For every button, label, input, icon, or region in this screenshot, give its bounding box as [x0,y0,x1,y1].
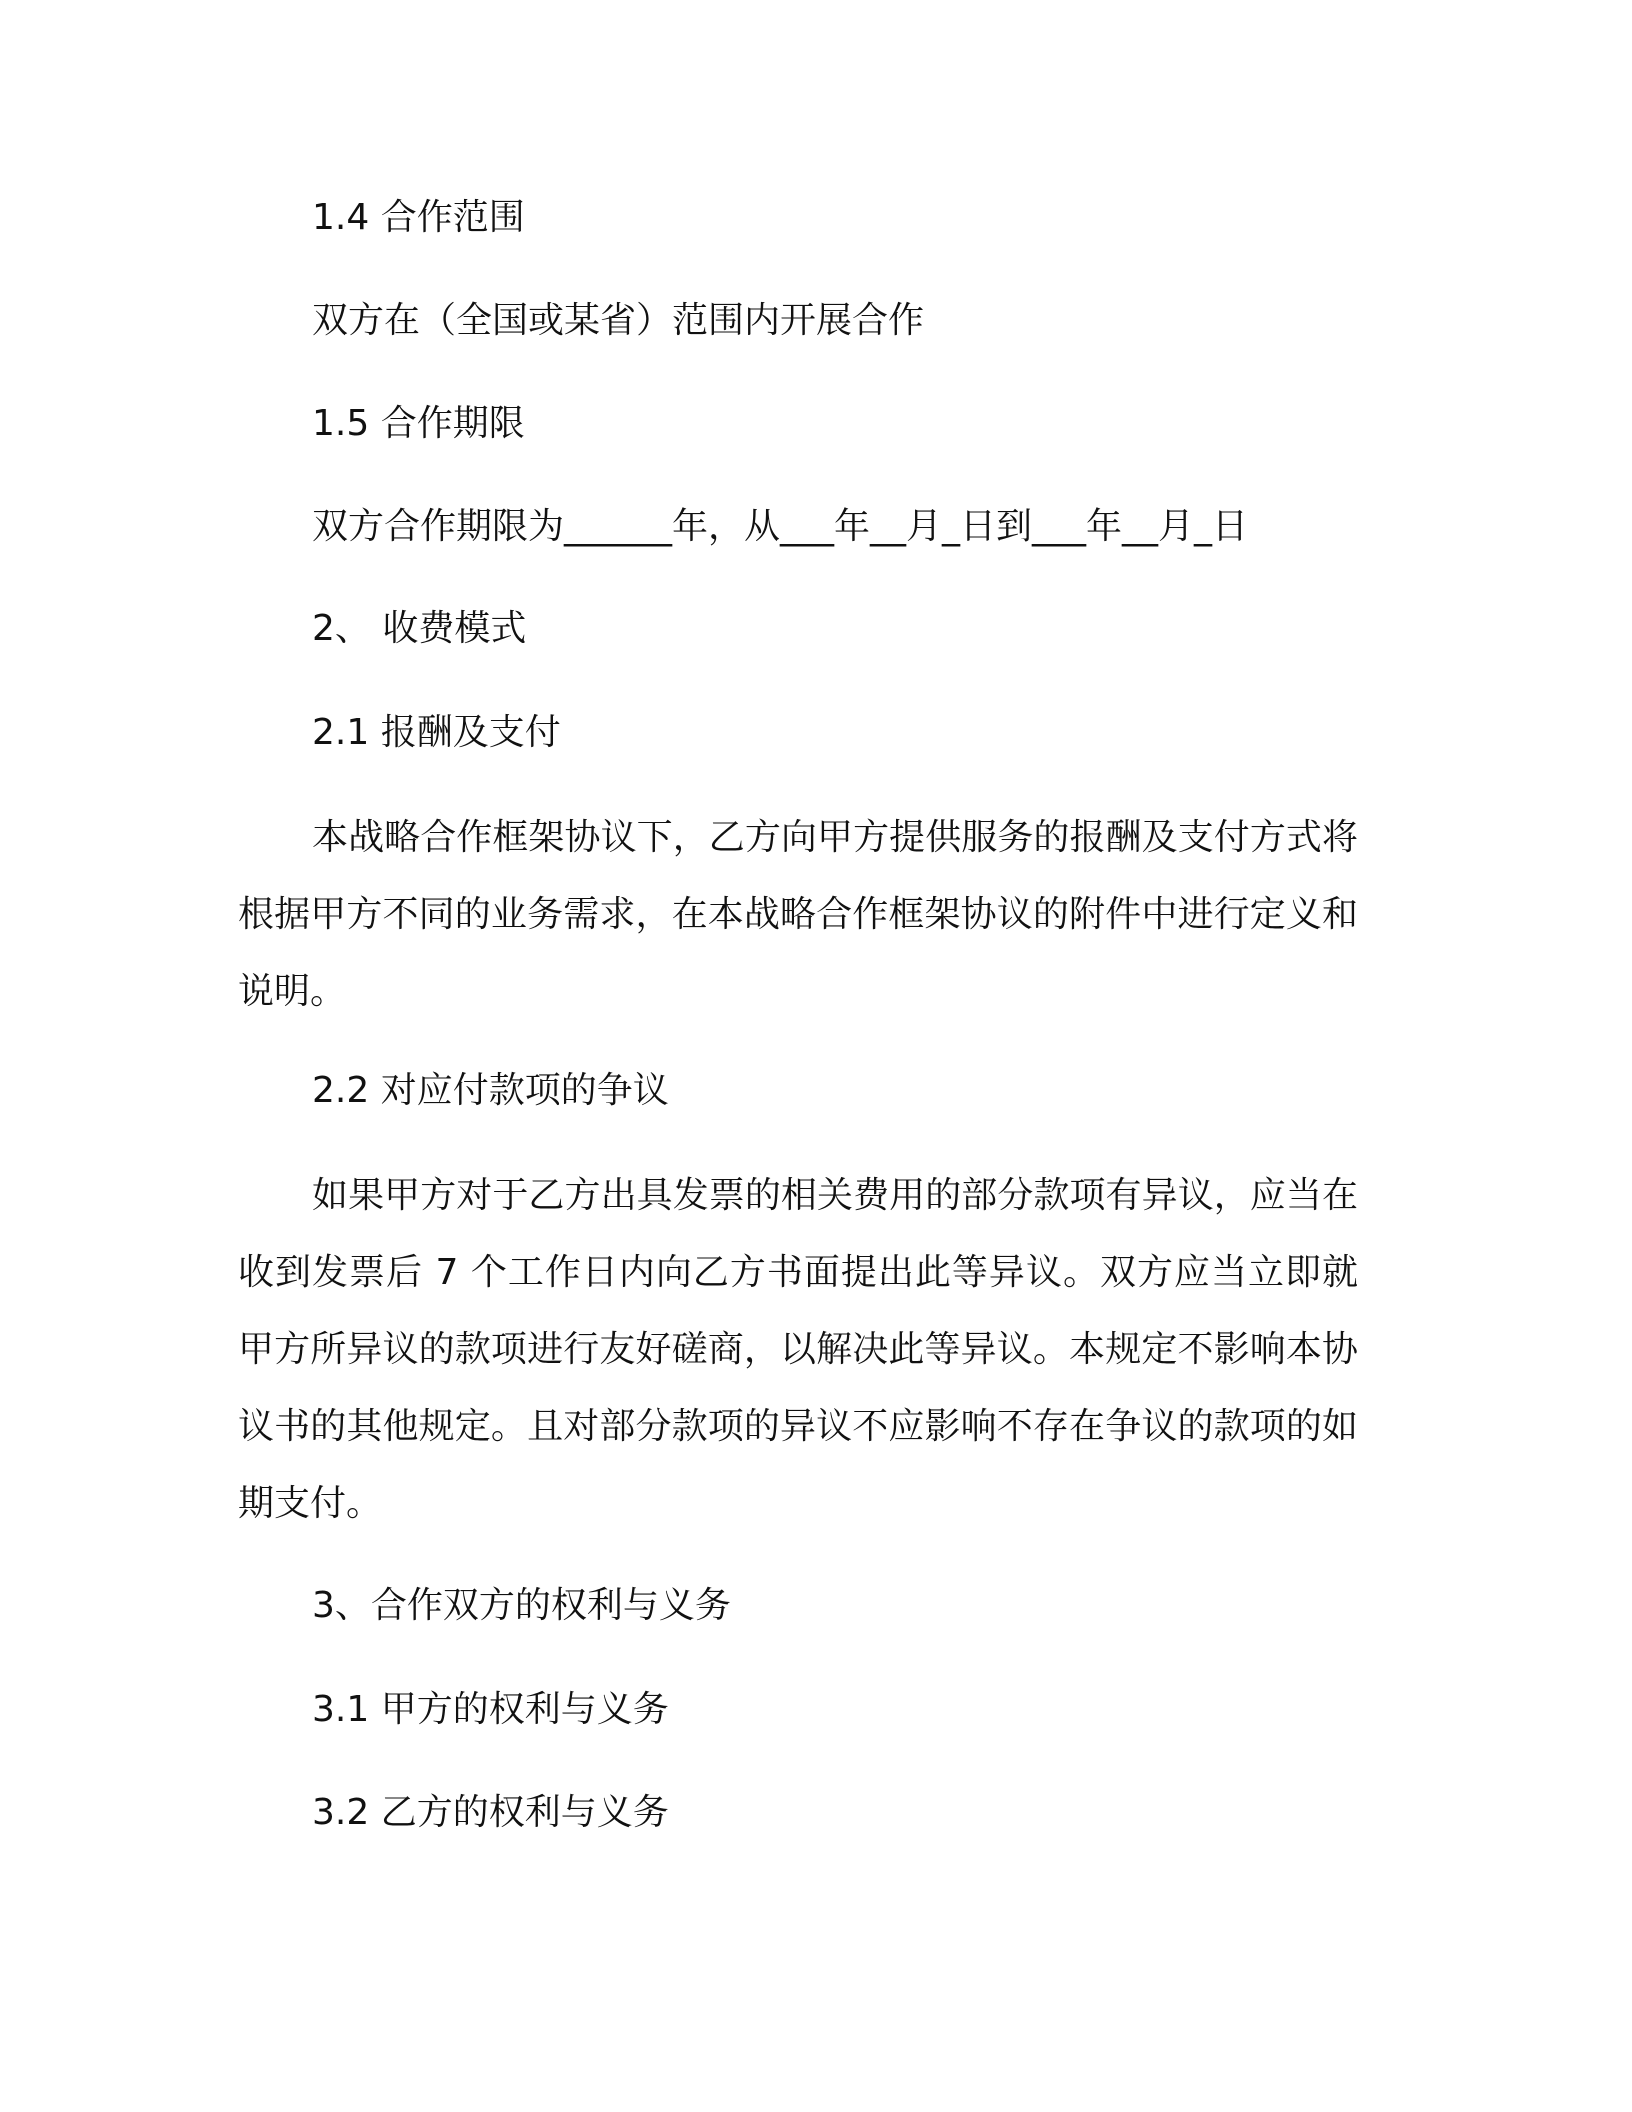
section-2-2-paragraph: 如果甲方对于乙方出具发票的相关费用的部分款项有异议，应当在收到发票后 7 个工作日内向乙方书面提出此等异议。双方应当立即就甲方所异议的款项进行友好磋商，以解决此等异议。本规定不影响本协议书的其他规定。且对部分款项的异议不应影响不存在争议的款项的如期支付。 [238,1175,1358,1524]
section-2-1-heading: 2.1 报酬及支付 [312,712,561,753]
section-2-2-heading: 2.2 对应付款项的争议 [312,1070,669,1111]
section-2-heading: 2、 收费模式 [312,608,527,649]
section-1-5-heading: 1.5 合作期限 [312,403,525,444]
section-3-heading: 3、合作双方的权利与义务 [312,1585,731,1626]
section-1-5-text: 双方合作期限为______年，从___年__月_日到___年__月_日 [312,506,1249,547]
section-2-1-paragraph: 本战略合作框架协议下，乙方向甲方提供服务的报酬及支付方式将根据甲方不同的业务需求，在本战略合作框架协议的附件中进行定义和说明。 [238,817,1358,1012]
section-3-1-heading: 3.1 甲方的权利与义务 [312,1689,669,1730]
section-1-4-text: 双方在（全国或某省）范围内开展合作 [312,300,925,341]
section-1-4-heading: 1.4 合作范围 [312,197,525,238]
section-3-2-heading: 3.2 乙方的权利与义务 [312,1792,669,1833]
